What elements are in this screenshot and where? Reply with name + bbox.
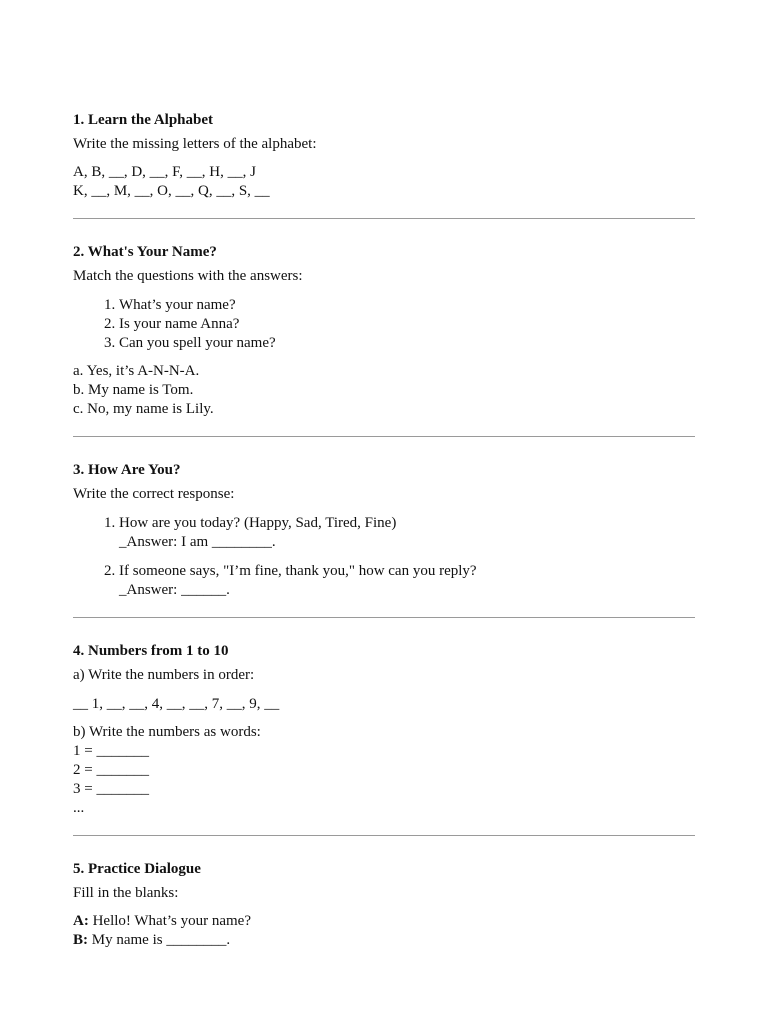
section-title: 1. Learn the Alphabet: [73, 112, 214, 128]
number-word-line: 2 = _______: [73, 762, 149, 778]
section-title: 2. What's Your Name?: [73, 244, 217, 260]
section-divider: [73, 617, 695, 618]
speaker-label: B:: [73, 932, 88, 948]
speaker-label: A:: [73, 913, 89, 929]
response-question: How are you today? (Happy, Sad, Tired, Fine): [119, 515, 397, 531]
section-instruction: Match the questions with the answers:: [73, 268, 303, 284]
section-numbers: [73, 641, 695, 818]
question-item: 3. Can you spell your name?: [119, 334, 695, 353]
part-b-instruction: b) Write the numbers as words:: [73, 724, 261, 740]
dialogue-line: [73, 912, 695, 931]
section-how-are-you: [73, 460, 695, 600]
section-instruction: Write the correct response:: [73, 486, 235, 502]
dialogue-line: [73, 931, 695, 950]
response-question: If someone says, "I’m fine, thank you," how can you reply?: [119, 563, 477, 579]
number-sequence: __ 1, __, __, 4, __, __, 7, __, 9, __: [73, 696, 280, 712]
ellipsis: ...: [73, 800, 85, 816]
response-list: [73, 514, 695, 600]
section-name: [73, 242, 695, 419]
question-list: [73, 296, 695, 353]
response-answer: _Answer: I am ________.: [119, 534, 276, 550]
dialogue-text: My name is ________.: [88, 932, 231, 948]
answer-item: c. No, my name is Lily.: [73, 401, 214, 417]
part-a-instruction: a) Write the numbers in order:: [73, 667, 255, 683]
section-instruction: Fill in the blanks:: [73, 885, 179, 901]
section-alphabet: [73, 110, 695, 201]
section-title: 4. Numbers from 1 to 10: [73, 643, 229, 659]
section-instruction: Write the missing letters of the alphabet:: [73, 136, 317, 152]
section-dialogue: [73, 859, 695, 950]
answer-item: a. Yes, it’s A-N-N-A.: [73, 363, 200, 379]
number-words-exercise: [73, 723, 695, 818]
question-item: 1. What’s your name?: [119, 296, 695, 315]
number-word-line: 3 = _______: [73, 781, 149, 797]
section-divider: [73, 835, 695, 836]
question-item: 2. Is your name Anna?: [119, 315, 695, 334]
number-word-line: 1 = _______: [73, 743, 149, 759]
dialogue: [73, 912, 695, 950]
section-title: 3. How Are You?: [73, 462, 181, 478]
answer-item: b. My name is Tom.: [73, 382, 194, 398]
alphabet-line: A, B, __, D, __, F, __, H, __, J: [73, 164, 256, 180]
section-divider: [73, 436, 695, 437]
alphabet-line: K, __, M, __, O, __, Q, __, S, __: [73, 183, 270, 199]
response-answer: _Answer: ______.: [119, 582, 230, 598]
section-divider: [73, 218, 695, 219]
section-title: 5. Practice Dialogue: [73, 861, 201, 877]
response-item: [119, 514, 695, 552]
response-item: [119, 562, 695, 600]
dialogue-text: Hello! What’s your name?: [88, 913, 252, 929]
alphabet-exercise: [73, 163, 695, 201]
answer-list: [73, 362, 695, 419]
